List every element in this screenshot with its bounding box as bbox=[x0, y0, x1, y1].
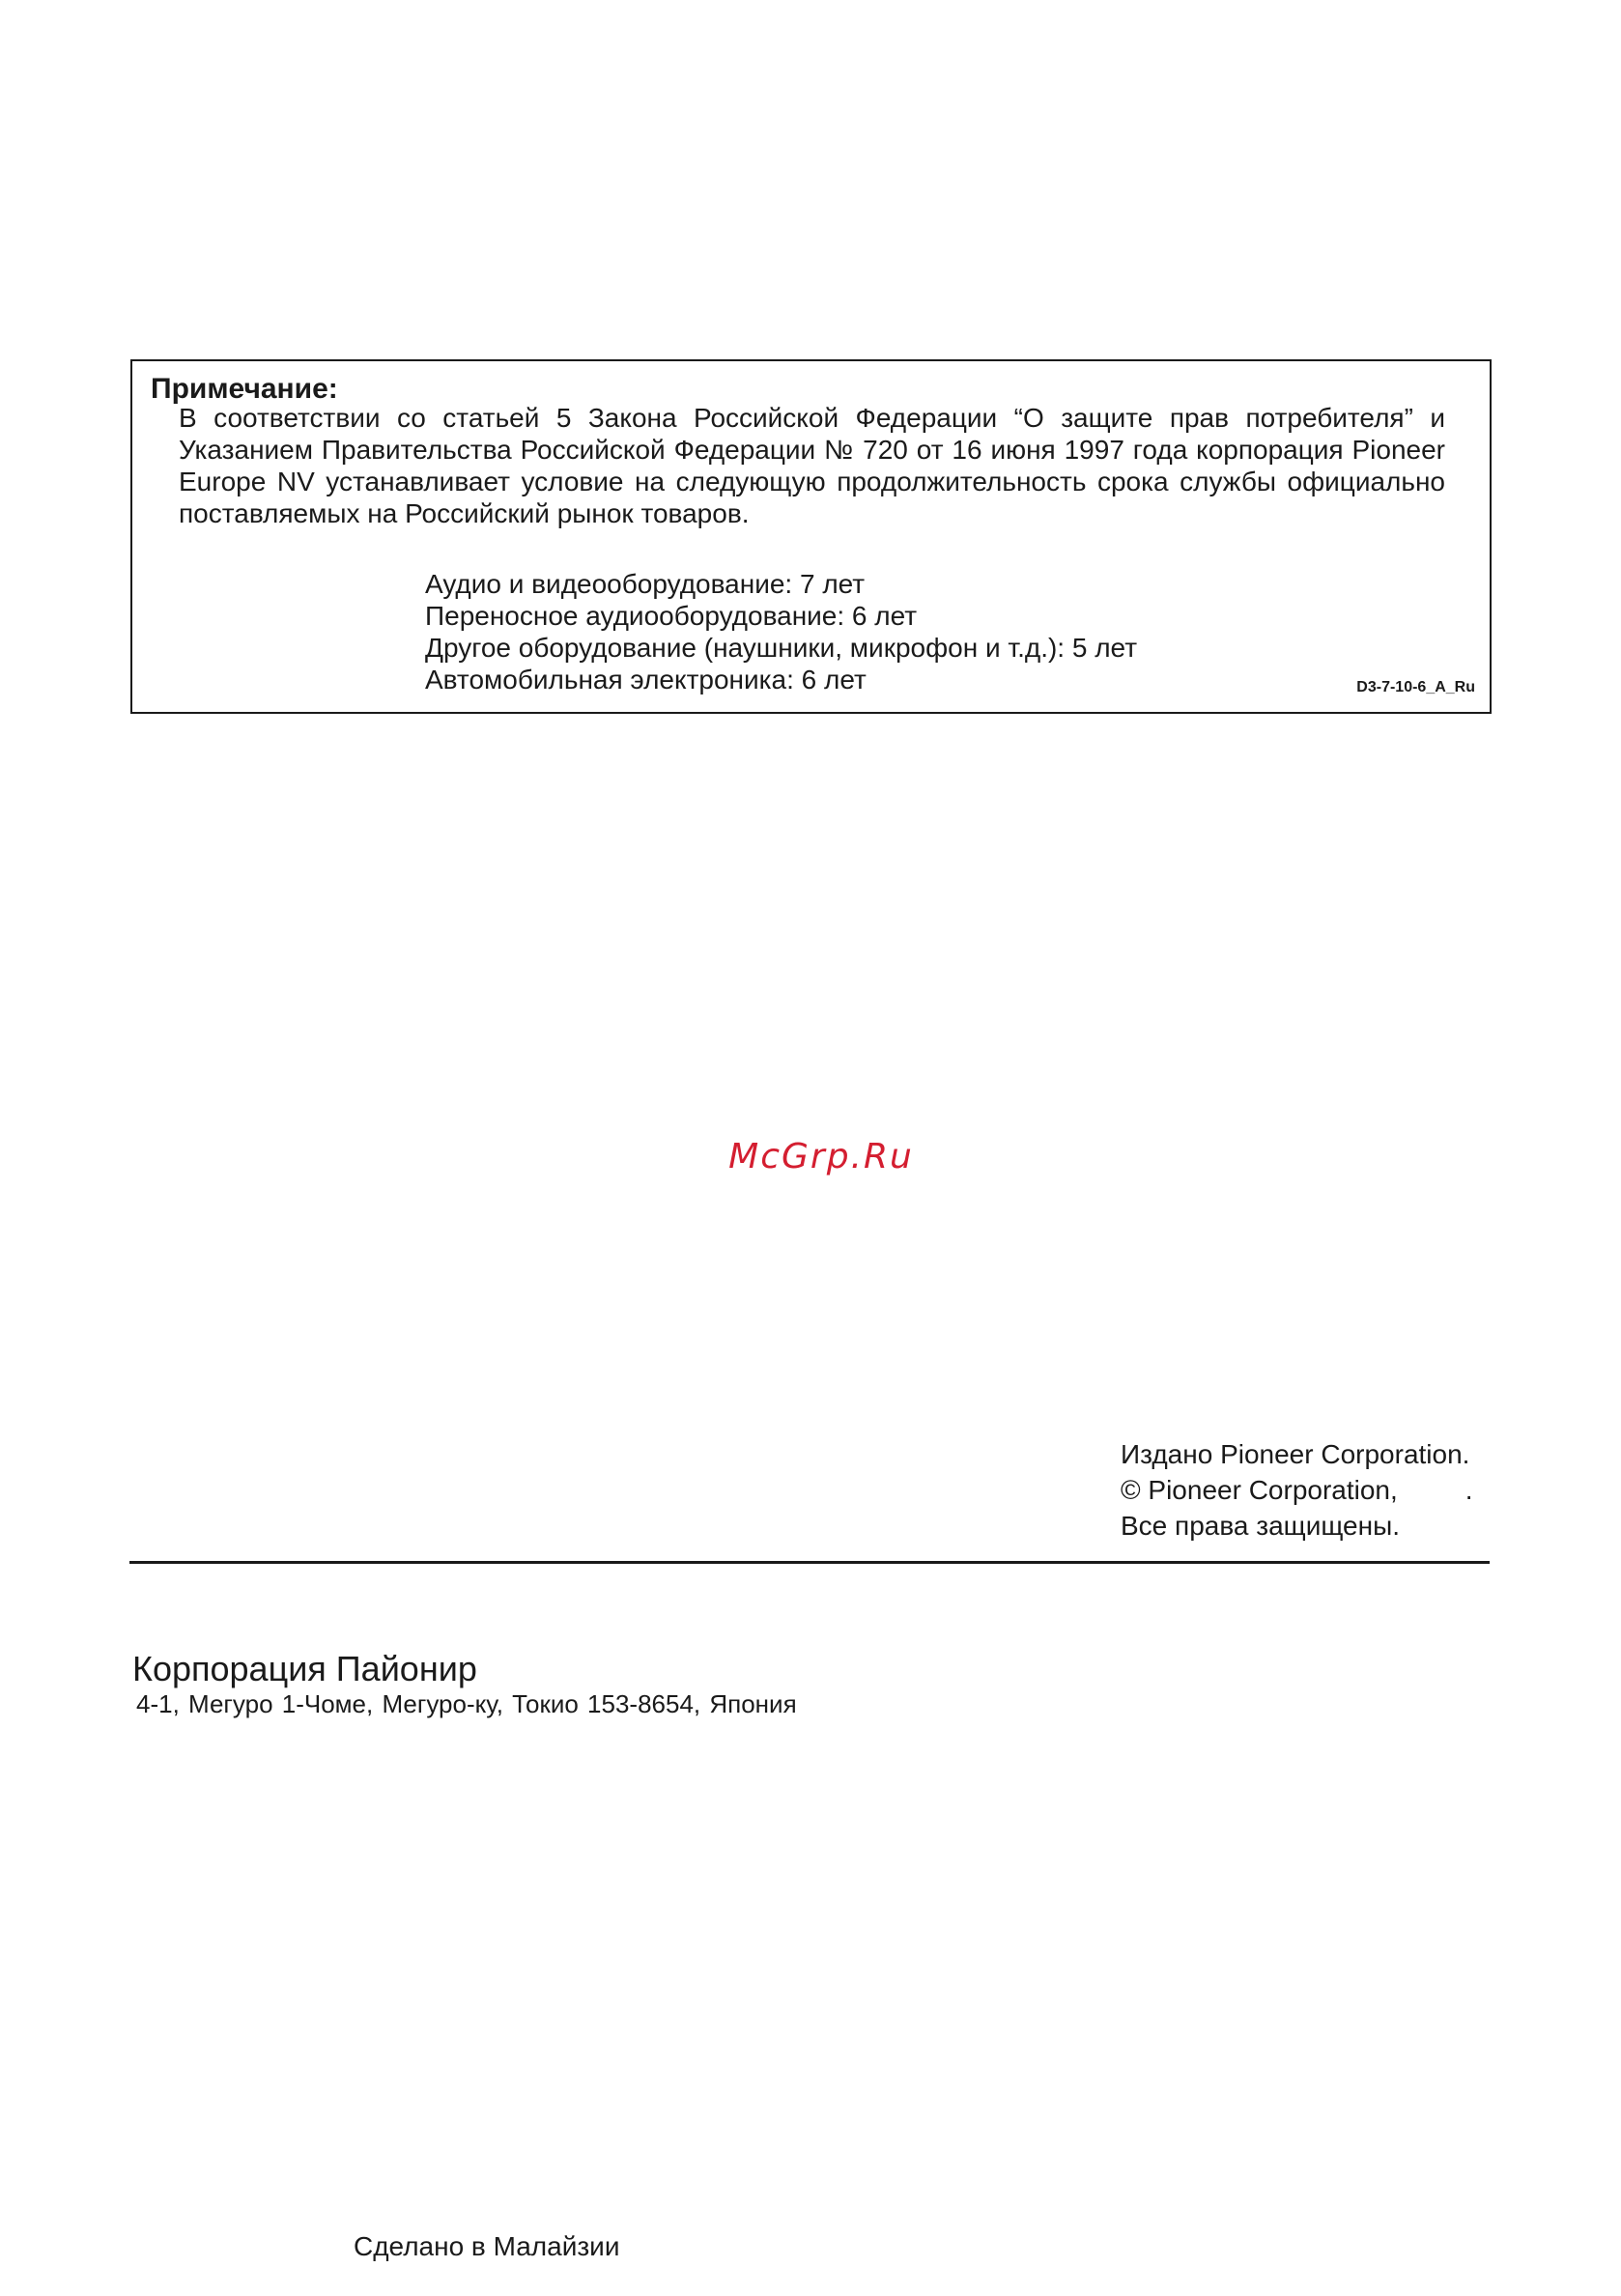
made-in: Сделано в Малайзии bbox=[354, 2231, 620, 2261]
service-life-item: Переносное аудиооборудование: 6 лет bbox=[425, 601, 918, 631]
rights-reserved: Все права защищены. bbox=[1121, 1511, 1400, 1541]
service-life-list bbox=[425, 568, 1137, 695]
service-life-item: Автомобильная электроника: 6 лет bbox=[425, 665, 867, 694]
divider bbox=[129, 1561, 1490, 1564]
note-box bbox=[130, 359, 1492, 714]
copyright-line bbox=[1121, 1472, 1473, 1508]
note-title: Примечание: bbox=[151, 373, 338, 405]
publisher-block bbox=[1121, 1436, 1473, 1544]
copyright-text: © Pioneer Corporation, bbox=[1121, 1475, 1398, 1505]
corporation-address: 4-1, Мегуро 1-Чоме, Мегуро-ку, Токио 153-8654, Япония bbox=[136, 1689, 797, 1718]
corporation-name: Корпорация Пайонир bbox=[132, 1649, 477, 1688]
service-life-item: Аудио и видеооборудование: 7 лет bbox=[425, 569, 866, 599]
service-life-item: Другое оборудование (наушники, микрофон и т.д.): 5 лет bbox=[425, 633, 1138, 663]
watermark: McGrp.Ru bbox=[728, 1137, 914, 1176]
note-paragraph: В соответствии со статьей 5 Закона Российской Федерации “О защите прав потребителя” и Указанием Правительства Российской Федерации № 720 от 16 июня 1997 года корпорация Pioneer Europe NV устанавливает условие на следующую продолжительность срока службы официально поставляемых на Российский рынок товаров. bbox=[179, 403, 1445, 528]
published-by: Издано Pioneer Corporation. bbox=[1121, 1439, 1470, 1469]
document-code: D3-7-10-6_A_Ru bbox=[1356, 679, 1475, 695]
copyright-end: . bbox=[1465, 1475, 1473, 1505]
